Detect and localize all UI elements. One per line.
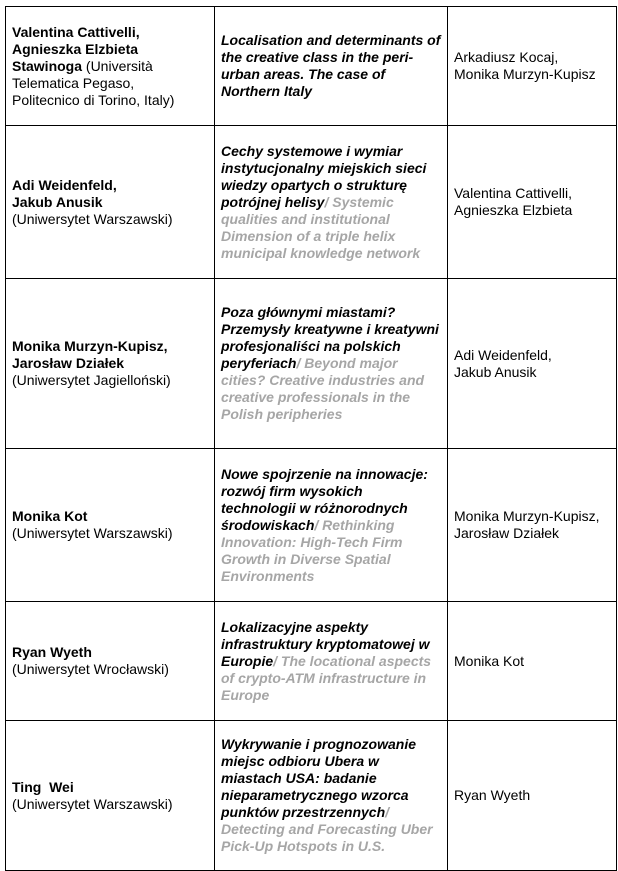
author-name: Jarosław Działek [12, 355, 125, 371]
reviewer-name: Agnieszka Elzbieta [454, 202, 573, 218]
paper-title-english: / Detecting and Forecasting Uber Pick-Up Hotspots in U.S. [221, 804, 433, 854]
table-row [6, 126, 617, 279]
author-name: Monika Murzyn-Kupisz, [12, 338, 168, 354]
reviewers-cell [448, 7, 617, 126]
reviewer-name: Adi Weidenfeld, [454, 346, 552, 363]
table-row [6, 602, 617, 721]
author-affiliation-line [12, 58, 208, 75]
author-affiliation: (Uniwersytet Warszawski) [12, 525, 173, 541]
session-schedule-table [5, 6, 617, 871]
authors-cell [6, 721, 215, 871]
paper-title-polish: Lokalizacyjne aspekty infrastruktury kryptomatowej w Europie [221, 618, 430, 669]
paper-title-english: / The locational aspects of crypto-ATM infrastructure in Europe [221, 652, 432, 703]
paper-title-cell [215, 126, 448, 279]
author-name: Monika Kot [12, 508, 88, 524]
author-name: Agnieszka Elzbieta [12, 40, 139, 57]
author-affiliation: Telematica Pegaso, [12, 74, 135, 91]
author-affiliation: Politecnico di Torino, Italy) [12, 91, 175, 108]
author-affiliation: (Università [82, 57, 153, 74]
paper-title-english: / Beyond major cities? Creative industries and creative professionals in the Polish peripheries [221, 355, 425, 422]
reviewers-cell [448, 449, 617, 602]
paper-title-english: / Systemic qualities and institutional Dimension of a triple helix municipal knowledge network [221, 193, 421, 261]
reviewer-name: Jakub Anusik [454, 363, 537, 380]
paper-title-cell [215, 449, 448, 602]
table-row [6, 279, 617, 449]
reviewer-name: Monika Murzyn-Kupisz [454, 66, 596, 82]
authors-cell [6, 126, 215, 279]
author-affiliation: (Uniwersytet Wrocławski) [12, 661, 169, 677]
authors-cell [6, 449, 215, 602]
author-affiliation: (Uniwersytet Warszawski) [12, 795, 173, 812]
authors-cell [6, 279, 215, 449]
paper-title-cell [215, 279, 448, 449]
paper-title-polish: Localisation and determinants of the creative class in the peri-urban areas. The case of Northern Italy [221, 32, 441, 99]
author-name: Ting Wei [12, 778, 74, 795]
reviewers-cell [448, 602, 617, 721]
reviewers-cell [448, 279, 617, 449]
paper-title-polish: Poza głównymi miastami? Przemysły kreatywne i kreatywni profesjonaliści na polskich peryferiach [221, 304, 439, 371]
reviewer-name: Arkadiusz Kocaj, [454, 49, 559, 65]
paper-title-english: / Rethinking Innovation: High-Tech Firm Growth in Diverse Spatial Environments [221, 516, 403, 584]
author-name: Jakub Anusik [12, 193, 103, 210]
paper-title-cell [215, 721, 448, 871]
reviewer-name: Monika Murzyn-Kupisz, [454, 508, 600, 524]
paper-title-cell [215, 602, 448, 721]
author-affiliation: (Uniwersytet Warszawski) [12, 210, 173, 227]
table-row [6, 7, 617, 126]
author-name: Adi Weidenfeld, [12, 176, 117, 193]
reviewer-name: Valentina Cattivelli, [454, 185, 573, 201]
authors-cell [6, 7, 215, 126]
paper-title-polish: Wykrywanie i prognozowanie miejsc odbioru Ubera w miastach USA: badanie nieparametrycznego wzorca punktów przestrzennych [221, 736, 417, 820]
reviewer-name: Jarosław Działek [454, 525, 560, 541]
reviewers-cell [448, 721, 617, 871]
paper-title-polish: Cechy systemowe i wymiar instytucjonalny miejskich sieci wiedzy opartych o strukturę potrójnej helisy [221, 142, 427, 210]
author-name: Stawinoga [12, 57, 83, 74]
table-row [6, 449, 617, 602]
author-name: Ryan Wyeth [12, 644, 92, 660]
author-name: Valentina Cattivelli, [12, 23, 140, 40]
author-affiliation: (Uniwersytet Jagielloński) [12, 372, 171, 388]
table-row [6, 721, 617, 871]
authors-cell [6, 602, 215, 721]
paper-title-cell [215, 7, 448, 126]
reviewer-name: Ryan Wyeth [454, 787, 531, 803]
reviewer-name: Monika Kot [454, 652, 525, 669]
reviewers-cell [448, 126, 617, 279]
paper-title-polish: Nowe spojrzenie na innowacje: rozwój firm wysokich technologii w różnorodnych środowiskach [221, 465, 428, 533]
